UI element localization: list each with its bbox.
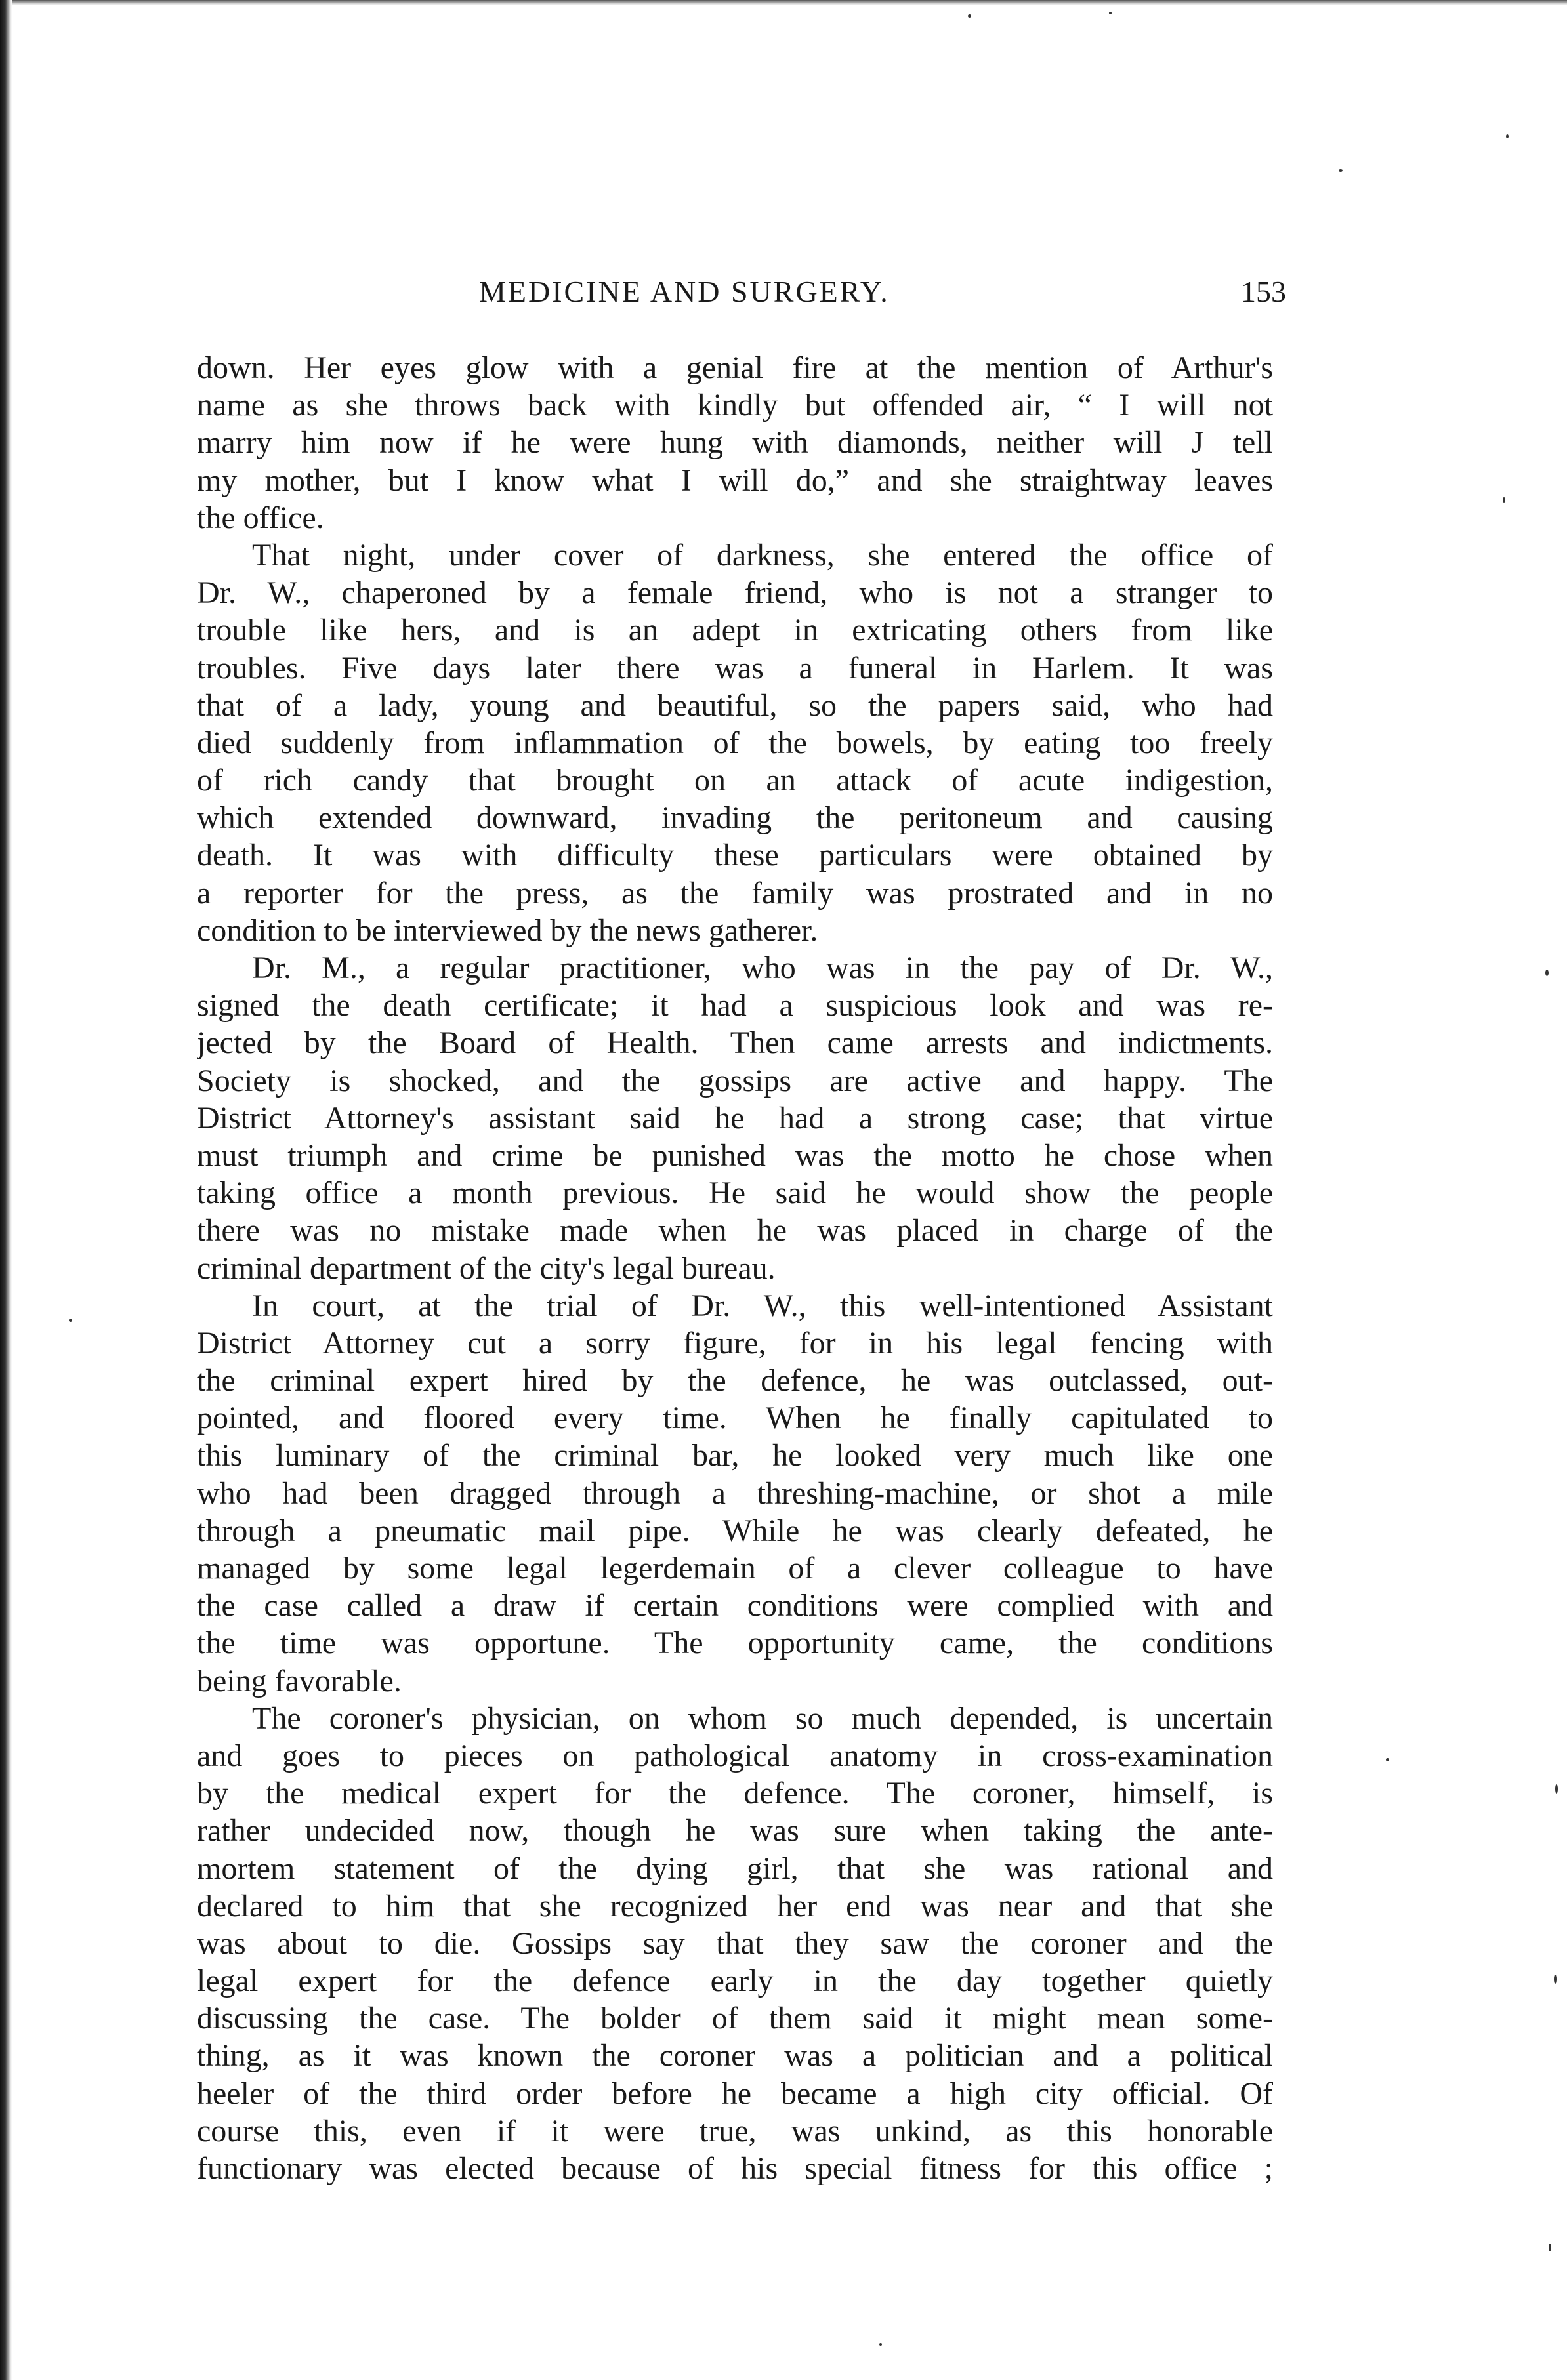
- text-line: criminal department of the city's legal bureau.: [197, 1250, 776, 1286]
- scan-speck: [69, 1319, 72, 1322]
- text-line: managed by some legal legerdemain of a clever colleague to have: [197, 1551, 1273, 1586]
- text-line: which extended downward, invading the peritoneum and causing: [197, 800, 1273, 836]
- text-line: a reporter for the press, as the family was prostrated and in no: [197, 875, 1273, 911]
- text-line: must triumph and crime be punished was the motto he chose when: [197, 1138, 1273, 1173]
- scan-speck: [1503, 497, 1505, 503]
- text-line: who had been dragged through a threshing-machine, or shot a mile: [197, 1475, 1273, 1511]
- text-line: The coroner's physician, on whom so much depended, is uncertain: [252, 1700, 1273, 1736]
- scan-speck: [1549, 2244, 1551, 2251]
- text-line: signed the death certificate; it had a suspicious look and was re-: [197, 988, 1273, 1023]
- text-line: and goes to pieces on pathological anatomy in cross-examination: [197, 1738, 1273, 1773]
- text-line: marry him now if he were hung with diamonds, neither will J tell: [197, 425, 1273, 461]
- body-text: [197, 349, 1273, 2187]
- text-line: functionary was elected because of his special fitness for this office ;: [197, 2151, 1273, 2186]
- scan-speck: [1386, 1758, 1389, 1761]
- scan-speck: [968, 14, 971, 18]
- text-line: the case called a draw if certain conditions were complied with and: [197, 1588, 1273, 1624]
- scan-speck: [1506, 134, 1509, 138]
- text-line: being favorable.: [197, 1663, 402, 1698]
- text-line: died suddenly from inflammation of the bowels, by eating too freely: [197, 725, 1273, 760]
- text-line: condition to be interviewed by the news gatherer.: [197, 913, 818, 948]
- text-line: of rich candy that brought on an attack of acute indigestion,: [197, 763, 1273, 798]
- text-line: the time was opportune. The opportunity came, the conditions: [197, 1626, 1273, 1661]
- text-line: jected by the Board of Health. Then came arrests and indictments.: [197, 1025, 1273, 1061]
- page-header: [197, 274, 1286, 320]
- scan-speck: [879, 2343, 882, 2346]
- text-line: by the medical expert for the defence. The coroner, himself, is: [197, 1776, 1273, 1811]
- scan-speck: [1109, 12, 1112, 14]
- running-title: MEDICINE AND SURGERY.: [479, 275, 890, 308]
- text-line: Dr. M., a regular practitioner, who was in the pay of Dr. W.,: [252, 951, 1273, 985]
- scan-speck: [1554, 1975, 1557, 1984]
- text-line: death. It was with difficulty these particulars were obtained by: [197, 838, 1273, 873]
- text-line: discussing the case. The bolder of them said it might mean some-: [197, 2001, 1273, 2036]
- scan-speck: [1555, 1784, 1558, 1794]
- text-line: was about to die. Gossips say that they saw the coroner and the: [197, 1925, 1273, 1961]
- scan-top-edge: [0, 0, 1567, 5]
- text-line: declared to him that she recognized her end was near and that she: [197, 1888, 1273, 1923]
- text-line: In court, at the trial of Dr. W., this well-intentioned Assistant: [252, 1288, 1273, 1323]
- text-line: my mother, but I know what I will do,” and she straightway leaves: [197, 462, 1273, 498]
- scan-binding-edge: [0, 0, 12, 2380]
- text-line: this luminary of the criminal bar, he looked very much like one: [197, 1438, 1273, 1473]
- text-line: troubles. Five days later there was a funeral in Harlem. It was: [197, 650, 1273, 686]
- text-line: Society is shocked, and the gossips are active and happy. The: [197, 1063, 1273, 1098]
- text-line: legal expert for the defence early in the day together quietly: [197, 1963, 1273, 1999]
- scan-speck: [1545, 970, 1549, 976]
- text-line: thing, as it was known the coroner was a politician and a political: [197, 2038, 1273, 2074]
- scan-speck: [1339, 169, 1343, 172]
- text-line: That night, under cover of darkness, she entered the office of: [252, 537, 1273, 573]
- text-line: heeler of the third order before he became a high city official. Of: [197, 2076, 1273, 2111]
- text-line: Dr. W., chaperoned by a female friend, who is not a stranger to: [197, 575, 1273, 611]
- text-line: there was no mistake made when he was placed in charge of the: [197, 1213, 1273, 1248]
- text-line: course this, even if it were true, was unkind, as this honorable: [197, 2113, 1273, 2148]
- text-line: down. Her eyes glow with a genial fire at the mention of Arthur's: [197, 350, 1273, 385]
- text-line: trouble like hers, and is an adept in extricating others from like: [197, 613, 1273, 648]
- text-line: the office.: [197, 500, 324, 535]
- text-line: rather undecided now, though he was sure when taking the ante-: [197, 1813, 1273, 1849]
- text-line: through a pneumatic mail pipe. While he was clearly defeated, he: [197, 1513, 1273, 1548]
- text-line: name as she throws back with kindly but offended air, “ I will not: [197, 388, 1273, 423]
- text-line: mortem statement of the dying girl, that she was rational and: [197, 1851, 1273, 1886]
- text-line: the criminal expert hired by the defence, he was outclassed, out-: [197, 1363, 1273, 1399]
- text-line: District Attorney's assistant said he had a strong case; that virtue: [197, 1100, 1273, 1136]
- text-line: District Attorney cut a sorry figure, for in his legal fencing with: [197, 1325, 1273, 1361]
- page-number: 153: [1241, 275, 1286, 308]
- text-line: pointed, and floored every time. When he finally capitulated to: [197, 1401, 1273, 1436]
- text-line: that of a lady, young and beautiful, so the papers said, who had: [197, 687, 1273, 723]
- text-line: taking office a month previous. He said he would show the people: [197, 1176, 1273, 1211]
